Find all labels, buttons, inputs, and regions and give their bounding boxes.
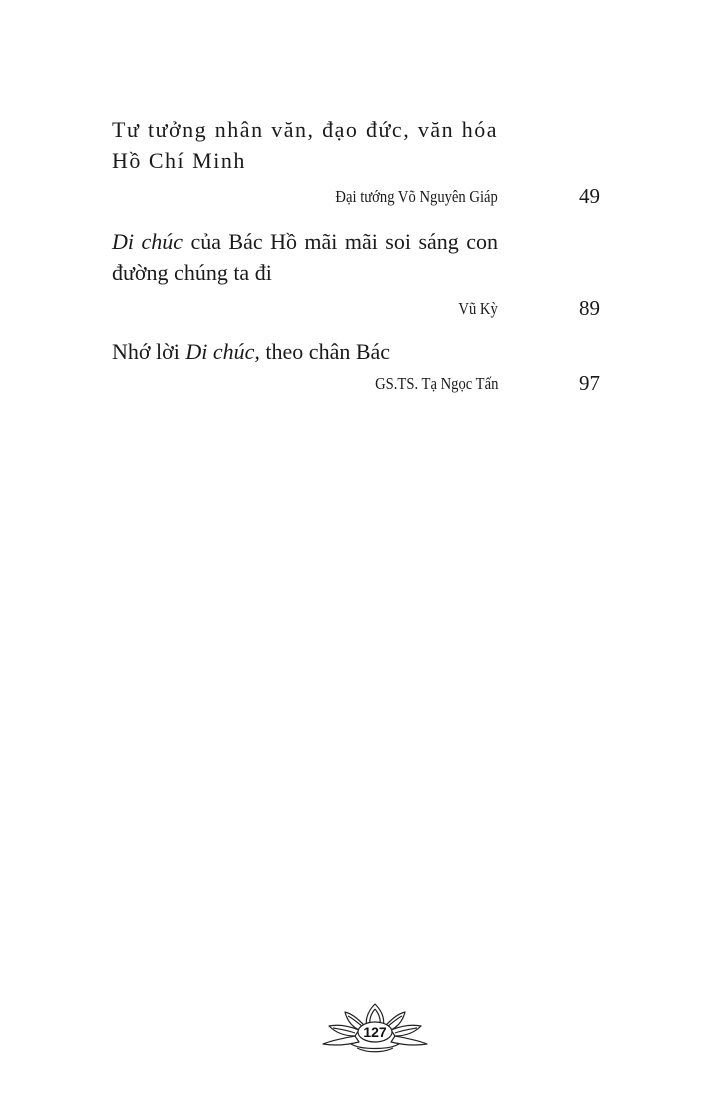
entry-title-line: đường chúng ta đi	[112, 260, 272, 285]
toc-entry	[112, 226, 600, 322]
entry-title-line: Hồ Chí Minh	[112, 148, 246, 173]
toc-entry	[112, 336, 600, 397]
entry-title	[112, 336, 498, 367]
entry-page-number: 49	[579, 184, 600, 208]
entry-title-italic: Di chúc,	[185, 339, 260, 364]
entry-author: GS.TS. Tạ Ngọc Tấn	[374, 374, 498, 393]
entry-title	[112, 226, 498, 288]
page-footer	[321, 1000, 429, 1056]
entry-page-number: 97	[579, 371, 600, 395]
entry-title-line	[112, 226, 498, 257]
entry-page-number: 89	[579, 296, 600, 320]
entry-title-line: Tư tưởng nhân văn, đạo đức, văn hóa	[112, 117, 498, 142]
page-number: 127	[363, 1024, 387, 1040]
entry-meta	[112, 296, 600, 322]
entry-title-text: Nhớ lời	[112, 339, 186, 364]
entry-title-text: theo chân Bác	[259, 339, 391, 364]
entry-title-text: của Bác Hồ mãi mãi soi sáng con	[182, 229, 498, 254]
entry-author: Đại tướng Võ Nguyên Giáp	[335, 187, 498, 206]
entry-meta	[112, 371, 600, 397]
entry-title-line	[112, 336, 498, 367]
toc-entry	[112, 114, 600, 210]
entry-meta	[112, 184, 600, 210]
entry-title-italic: Di chúc	[112, 229, 183, 254]
entry-title	[112, 114, 498, 176]
entry-author: Vũ Kỳ	[458, 299, 498, 318]
